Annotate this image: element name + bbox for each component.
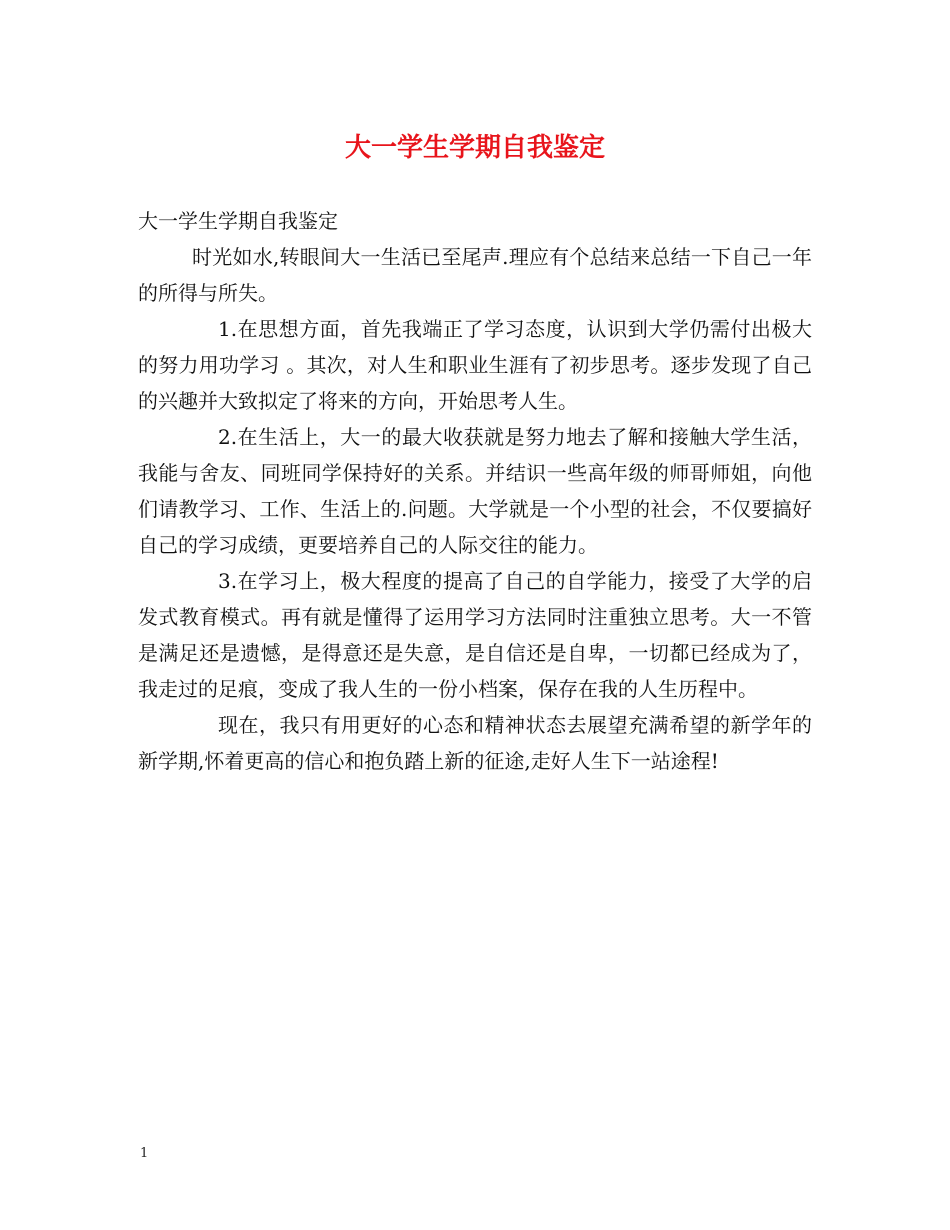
document-title: 大一学生学期自我鉴定: [344, 133, 605, 163]
paragraph-study: 3.在学习上，极大程度的提高了自己的自学能力，接受了大学的启发式教育模式。再有就是懂得了运用学习方法同时注重独立思考。大一不管是满足还是遗憾，是得意还是失意，是自信还是自卑，一切都已经成为了，我走过的足痕，变成了我人生的一份小档案，保存在我的人生历程中。: [138, 569, 812, 701]
paragraph-thinking: 1.在思想方面，首先我端正了学习态度，认识到大学仍需付出极大的努力用功学习 。其次，对人生和职业生涯有了初步思考。逐步发现了自己的兴趣并大致拟定了将来的方向，开始思考人生。: [138, 317, 812, 413]
paragraph-life: 2.在生活上，大一的最大收获就是努力地去了解和接触大学生活，我能与舍友、同班同学保持好的关系。并结识一些高年级的师哥师姐，向他们请教学习、工作、生活上的.问题。大学就是一个小型的社会，不仅要搞好自己的学习成绩，更要培养自己的人际交往的能力。: [138, 425, 812, 557]
page-number: 1: [140, 1146, 149, 1161]
paragraph-outlook: 现在，我只有用更好的心态和精神状态去展望充满希望的新学年的新学期,怀着更高的信心和抱负踏上新的征途,走好人生下一站途程!: [138, 713, 812, 773]
paragraph-intro: 时光如水,转眼间大一生活已至尾声.理应有个总结来总结一下自己一年的所得与所失。: [138, 245, 812, 305]
document-body: [138, 203, 812, 779]
document-subtitle: 大一学生学期自我鉴定: [138, 209, 338, 233]
